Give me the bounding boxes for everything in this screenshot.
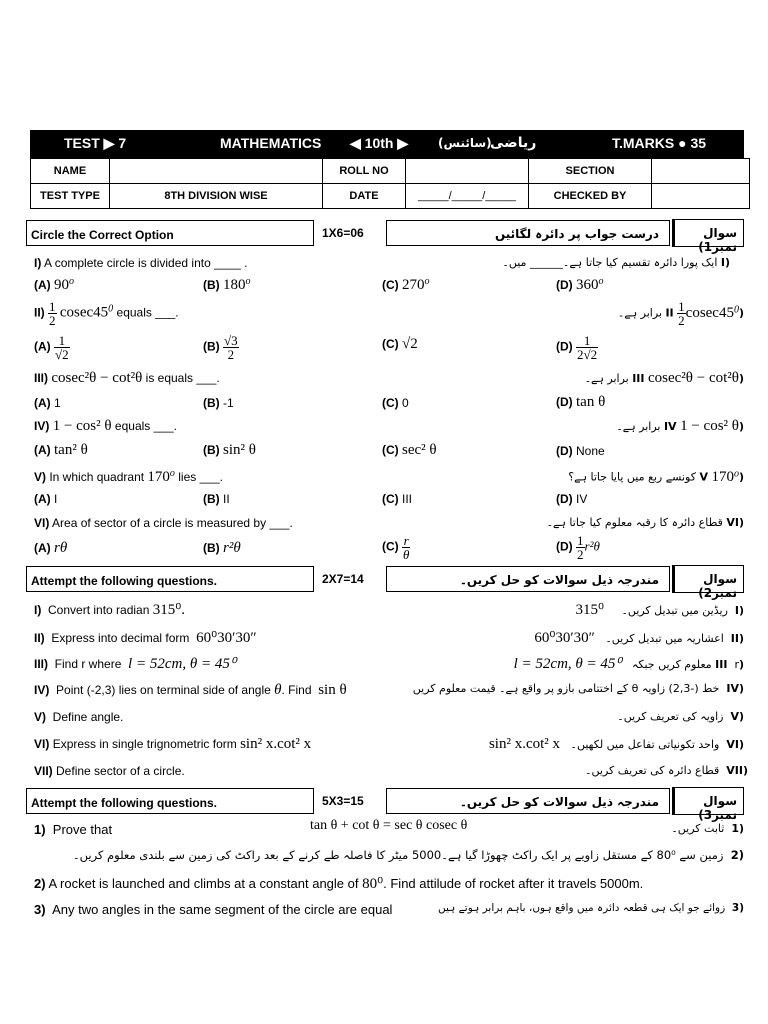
q1-1-option-d[interactable]: (D) 360$^o$ (556, 276, 604, 293)
q1-4: IV) 1 − cos² θ equals ___. (34, 418, 177, 434)
subject-urdu-sub: (سائنس) (438, 136, 492, 150)
q1-2-option-c[interactable]: (C) √2 (382, 336, 418, 352)
q1-3-option-d[interactable]: (D) tan θ (556, 394, 606, 410)
q1-1-option-b[interactable]: (B) 180$^o$ (203, 276, 251, 293)
q1-6-option-b[interactable]: (B) r²θ (203, 540, 241, 556)
q2-3-urdu: (III r معلوم کریں جبکہ l = 52cm, θ = 45⁰ (513, 656, 744, 672)
name-field[interactable] (110, 159, 323, 184)
q2-2: II) Express into decimal form 60⁰30′30″ (34, 630, 257, 646)
q1-1-option-c[interactable]: (C) 270$^o$ (382, 276, 430, 293)
q2-4-urdu: (IV خط (-2,3) زاویہ θ کے اختتامی بازو پر واقع ہے۔ قیمت معلوم کریں (412, 682, 744, 695)
total-marks: T.MARKS ● 35 (612, 135, 707, 151)
q2-6-urdu: (VI واحد تکونیاتی تفاعل میں لکھیں۔ sin² x.cot² x (488, 736, 744, 752)
q1-3-option-b[interactable]: (B) -1 (203, 396, 234, 410)
q3-1: 1) Prove that (34, 822, 113, 837)
q2-5: V) Define angle. (34, 710, 124, 724)
q2-6: VI) Express in single trignometric form sin² x.cot² x (34, 736, 312, 752)
q1-3-option-a[interactable]: (A) 1 (34, 396, 61, 410)
section-field[interactable] (652, 159, 750, 184)
section2-tag: سوال نمبر2) (672, 565, 744, 593)
q1-5-option-c[interactable]: (C) III (382, 492, 413, 506)
q1-6-option-d[interactable]: (D) $\frac{1}{2}$ r²θ (556, 533, 600, 562)
section1-tag: سوال نمبر1) (672, 219, 744, 247)
test-type-label: TEST TYPE (31, 184, 110, 209)
test-number: TEST ▶ 7 (64, 135, 127, 151)
q3-3: 3) Any two angles in the same segment of the circle are equal (34, 902, 393, 917)
name-label: NAME (31, 159, 110, 184)
q1-4-urdu: (IV 1 − cos² θ برابر ہے۔ (616, 418, 744, 434)
q2-2-urdu: (II اعشاریہ میں تبدیل کریں۔ 60⁰30′30″ (534, 630, 744, 646)
q1-4-option-d[interactable]: (D) None (556, 444, 605, 458)
q1-6-urdu: (VI قطاع دائرہ کا رقبہ معلوم کیا جاتا ہے۔ (546, 516, 744, 529)
q3-2: 2) A rocket is launched and climbs at a constant angle of 80⁰. Find attilude of rocket after it travels 5000m. (34, 876, 644, 892)
roll-field[interactable] (406, 159, 529, 184)
section1-marks: 1X6=06 (322, 226, 364, 240)
q1-2-urdu: (II $\frac{1}{2}$ $cosec45^0$ برابر ہے۔ (617, 299, 744, 328)
subject-urdu: ریاضی (490, 135, 537, 151)
q2-3: III) Find r where l = 52cm, θ = 45⁰ (34, 656, 236, 672)
q1-3-urdu: (III cosec²θ − cot²θ برابر ہے۔ (584, 370, 744, 386)
checked-by-label: CHECKED BY (529, 184, 652, 209)
date-label: DATE (323, 184, 406, 209)
q1-3-option-c[interactable]: (C) 0 (382, 396, 409, 410)
q3-1-urdu: (1 ثابت کریں۔ (671, 822, 744, 835)
q1-2-option-d[interactable]: (D) $\frac{1}{2√2}$ (556, 333, 598, 362)
q1-2-option-a[interactable]: (A) $\frac{1}{√2}$ (34, 333, 69, 362)
q1-5: V) In which quadrant 170$^o$ lies ___. (34, 468, 223, 485)
q3-1-expression: tan θ + cot θ = sec θ cosec θ (310, 818, 468, 833)
q1-1-urdu: (I ایک پورا دائرہ تقسیم کیا جاتا ہے۔______ میں۔ (502, 256, 730, 269)
q1-4-option-c[interactable]: (C) sec² θ (382, 442, 437, 458)
section3-marks: 5X3=15 (322, 794, 364, 808)
q1-2: II) $\frac{1}{2}$ $cosec45^0$ equals ___. (34, 299, 179, 328)
section2-title: Attempt the following questions. (26, 566, 314, 592)
class-label: ◀ 10th ▶ (350, 135, 409, 151)
section2-marks: 2X7=14 (322, 572, 364, 586)
q1-5-option-a[interactable]: (A) I (34, 492, 58, 506)
q1-6: VI) Area of sector of a circle is measured by ___. (34, 516, 293, 530)
test-type-value: 8TH DIVISION WISE (110, 184, 323, 209)
q1-1-option-a[interactable]: (A) 90$^o$ (34, 276, 75, 293)
q3-2-urdu: (2 زمین سے 80⁰ کے مستقل زاویے پر ایک راکٹ چھوڑا گیا ہے۔5000 میٹر کا فاصلہ طے کرنے کے بعد راکٹ کی زمین سے بلندی معلوم کریں۔ (72, 848, 744, 862)
q1-5-option-b[interactable]: (B) II (203, 492, 230, 506)
q1-5-option-d[interactable]: (D) IV (556, 492, 588, 506)
q2-4: IV) Point (-2,3) lies on terminal side of angle θ. Find sin θ (34, 682, 347, 698)
q1-6-option-c[interactable]: (C) $\frac{r}{\theta}$ (382, 533, 410, 562)
q2-1-urdu: (I ریڈین میں تبدیل کریں۔ 315⁰ (575, 602, 744, 618)
q1-2-option-b[interactable]: (B) $\frac{√3}{2}$ (203, 333, 238, 362)
q3-3-urdu: (3 زوائے جو ایک ہی قطعہ دائرہ میں واقع ہوں، باہم برابر ہوتے ہیں (438, 902, 744, 914)
q2-1: I) Convert into radian 315⁰. (34, 602, 186, 618)
section1-urdu-title: درست جواب پر دائرہ لگائیں (386, 220, 670, 246)
q1-3: III) cosec²θ − cot²θ is equals ___. (34, 370, 220, 386)
section3-title: Attempt the following questions. (26, 788, 314, 814)
student-info-table (30, 158, 750, 209)
section2-urdu-title: مندرجہ ذیل سوالات کو حل کریں۔ (386, 566, 670, 592)
q1-4-option-a[interactable]: (A) tan² θ (34, 442, 88, 458)
q2-7: VII) Define sector of a circle. (34, 764, 185, 778)
header-bar (30, 130, 744, 158)
q1-1: I) A complete circle is divided into ____ . (34, 256, 248, 270)
section-label: SECTION (529, 159, 652, 184)
section1-title: Circle the Correct Option (26, 220, 314, 246)
q1-6-option-a[interactable]: (A) rθ (34, 540, 68, 556)
section3-tag: سوال نمبر3) (672, 787, 744, 815)
date-field[interactable]: _____/_____/_____ (406, 184, 529, 209)
q1-5-urdu: (V 170$^o$ کونسے ربع میں پایا جاتا ہے؟ (568, 468, 744, 485)
q2-5-urdu: (V زاویہ کی تعریف کریں۔ (617, 710, 744, 723)
checked-by-field[interactable] (652, 184, 750, 209)
q2-7-urdu: (VII قطاع دائرہ کی تعریف کریں۔ (585, 764, 748, 777)
section3-urdu-title: مندرجہ ذیل سوالات کو حل کریں۔ (386, 788, 670, 814)
subject-title: MATHEMATICS (220, 135, 322, 151)
q1-4-option-b[interactable]: (B) sin² θ (203, 442, 256, 458)
roll-label: ROLL NO (323, 159, 406, 184)
